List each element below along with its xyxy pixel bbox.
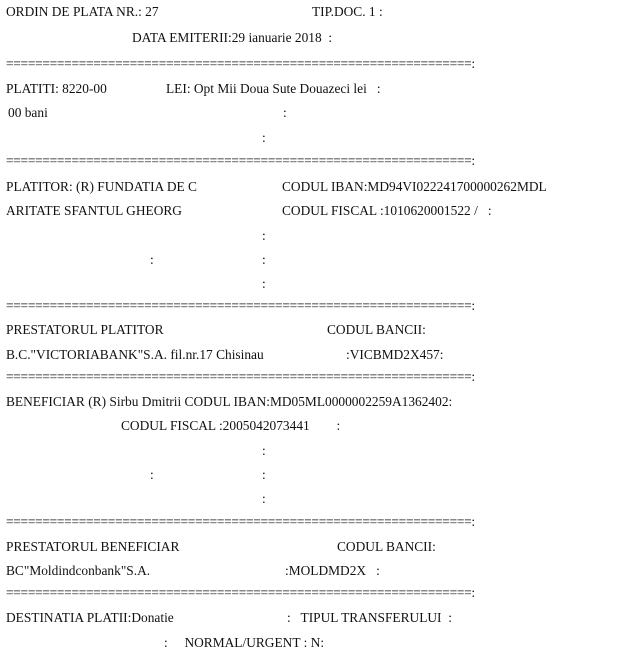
amount-in-words-line-1: LEI: Opt Mii Doua Sute Douazeci lei : [166,81,381,96]
separator-line: ================================================================: [6,153,475,168]
field-divider-colon: : [150,252,154,267]
payer-fiscal-code: CODUL FISCAL :1010620001522 / : [282,203,492,218]
beneficiary-bank-code-label: CODUL BANCII: [337,539,436,554]
amount-label: PLATITI: 8220-00 [6,81,107,96]
separator-line: ================================================================: [6,514,475,529]
field-divider-colon: : [262,443,266,458]
separator-line: ================================================================: [6,298,475,313]
field-divider-colon: : [150,467,154,482]
payer-name-line-1: PLATITOR: (R) FUNDATIA DE C [6,179,197,194]
payer-bank-label: PRESTATORUL PLATITOR [6,322,164,337]
field-divider-colon: : [262,491,266,506]
transfer-type-label: : TIPUL TRANSFERULUI : [287,610,452,625]
separator-line: ================================================================: [6,585,475,600]
transfer-priority: : NORMAL/URGENT : N: [164,635,325,650]
payment-purpose: DESTINATIA PLATII:Donatie [6,610,174,625]
payer-iban: CODUL IBAN:MD94VI022241700000262MDL [282,179,547,194]
field-divider-colon: : [262,276,266,291]
field-divider-colon: : [262,467,266,482]
payer-bank-code-label: CODUL BANCII: [327,322,426,337]
field-divider-colon: : [262,130,266,145]
separator-line: ================================================================: [6,56,475,71]
amount-in-words-line-2: 00 bani [8,105,48,120]
doc-type: TIP.DOC. 1 : [312,4,383,19]
field-divider-colon: : [262,252,266,267]
order-title: ORDIN DE PLATA NR.: 27 [6,4,159,19]
beneficiary-fiscal-code: CODUL FISCAL :2005042073441 : [121,418,341,433]
beneficiary-name-iban: BENEFICIAR (R) Sirbu Dmitrii CODUL IBAN:MD05ML0000002259A1362402: [6,394,453,409]
payer-bank-code: :VICBMD2X457: [346,347,444,362]
field-divider-colon: : [283,105,287,120]
separator-line: ================================================================: [6,369,475,384]
beneficiary-bank-code: :MOLDMD2X : [285,563,380,578]
payer-name-line-2: ARITATE SFANTUL GHEORG [6,203,182,218]
beneficiary-bank-name: BC"Moldindconbank"S.A. [6,563,151,578]
issue-date: DATA EMITERII:29 ianuarie 2018 : [132,30,333,45]
beneficiary-bank-label: PRESTATORUL BENEFICIAR [6,539,180,554]
field-divider-colon: : [262,228,266,243]
payer-bank-name: B.C."VICTORIABANK"S.A. fil.nr.17 Chisinau [6,347,264,362]
